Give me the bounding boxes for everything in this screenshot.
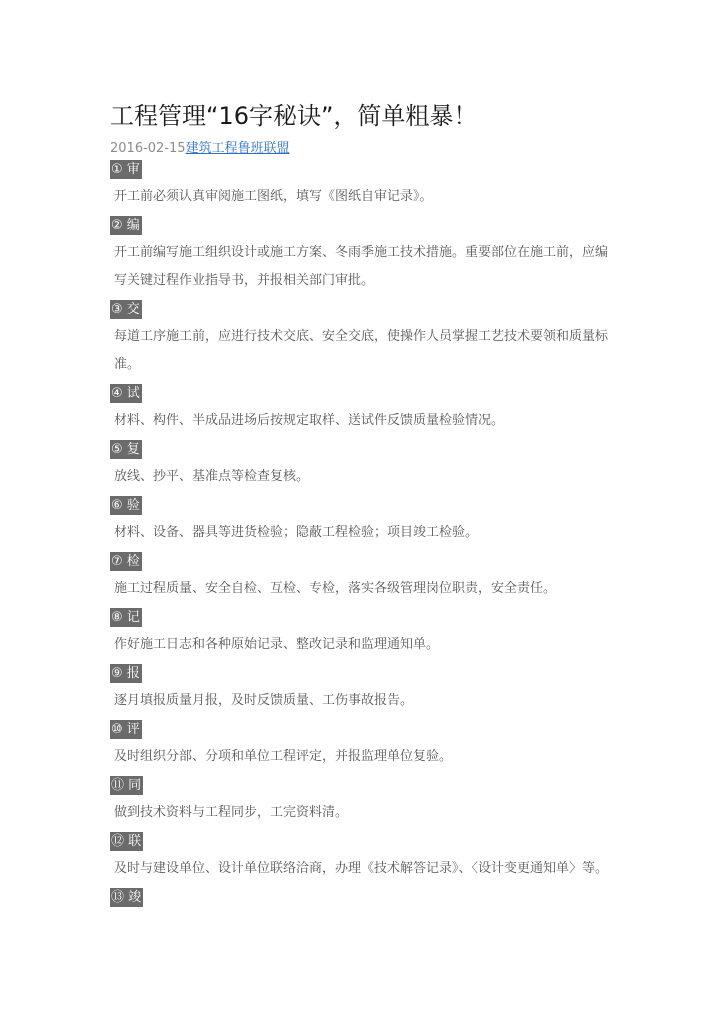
list-item <box>110 774 620 827</box>
list-item <box>110 718 620 771</box>
step-description: 材料、设备、器具等进货检验；隐蔽工程检验；项目竣工检验。 <box>114 525 479 540</box>
list-item <box>110 438 620 491</box>
step-tag: ⑧ 记 <box>111 610 140 625</box>
step-description: 逐月填报质量月报，及时反馈质量、工伤事故报告。 <box>114 693 414 708</box>
author-link[interactable]: 建筑工程鲁班联盟 <box>185 141 290 156</box>
list-item <box>110 662 620 715</box>
step-tag: ③ 交 <box>111 302 140 317</box>
step-tag: ⑨ 报 <box>111 666 140 681</box>
list-item <box>110 494 620 547</box>
step-description: 施工过程质量、安全自检、互检、专检，落实各级管理岗位职责，安全责任。 <box>114 581 557 596</box>
step-description: 开工前编写施工组织设计或施工方案、冬雨季施工技术措施。重要部位在施工前，应编写关键过程作业指导书，并报相关部门审批。 <box>114 245 609 288</box>
list-item <box>110 550 620 603</box>
list-item <box>110 382 620 435</box>
step-description: 做到技术资料与工程同步，工完资料清。 <box>114 805 349 820</box>
step-tag: ⑦ 检 <box>111 554 140 569</box>
article <box>110 98 620 907</box>
step-tag: ⑫ 联 <box>111 834 142 849</box>
list-item <box>110 214 620 295</box>
publish-date: 2016-02-15 <box>110 141 186 156</box>
list-item <box>110 298 620 379</box>
step-description: 及时组织分部、分项和单位工程评定，并报监理单位复验。 <box>114 749 453 764</box>
step-description: 放线、抄平、基准点等检查复核。 <box>114 469 310 484</box>
step-description: 作好施工日志和各种原始记录、整改记录和监理通知单。 <box>114 637 440 652</box>
item-list <box>110 158 620 907</box>
step-description: 开工前必须认真审阅施工图纸，填写《图纸自审记录》。 <box>114 189 433 204</box>
step-tag: ⑤ 复 <box>111 442 140 457</box>
list-item <box>110 158 620 211</box>
list-item <box>110 606 620 659</box>
step-tag: ⑩ 评 <box>111 722 140 737</box>
list-item <box>110 886 620 907</box>
step-tag: ⑪ 同 <box>111 778 142 793</box>
step-description: 材料、构件、半成品进场后按规定取样、送试件反馈质量检验情况。 <box>114 413 505 428</box>
step-tag: ① 审 <box>111 162 140 177</box>
article-title: 工程管理“16字秘诀”，简单粗暴！ <box>110 102 478 130</box>
list-item <box>110 830 620 883</box>
article-meta <box>110 140 620 158</box>
step-tag: ⑬ 竣 <box>111 890 142 905</box>
step-description: 及时与建设单位、设计单位联络洽商，办理《技术解答记录》、〈设计变更通知单〉等。 <box>114 861 609 876</box>
step-tag: ⑥ 验 <box>111 498 140 513</box>
step-tag: ② 编 <box>111 218 140 233</box>
step-description: 每道工序施工前，应进行技术交底、安全交底，使操作人员掌握工艺技术要领和质量标准。 <box>114 329 609 372</box>
step-tag: ④ 试 <box>111 386 140 401</box>
